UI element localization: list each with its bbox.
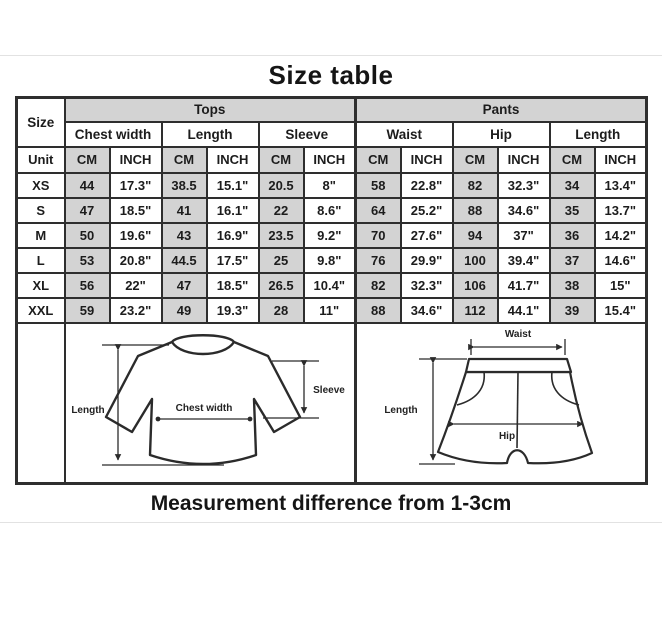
page-title: Size table <box>268 60 394 90</box>
unit-row <box>17 147 647 173</box>
table-cell: 10.4" <box>304 273 356 298</box>
table-cell: 8" <box>304 173 356 198</box>
unit-cell-cm: CM <box>453 147 498 173</box>
content-panel <box>0 55 662 523</box>
shorts-hip-label: Hip <box>498 430 516 442</box>
table-cell: 49 <box>162 298 207 323</box>
col-header-chest-width: Chest width <box>65 122 162 147</box>
table-row-xxl <box>17 298 647 323</box>
table-cell: 17.5" <box>207 248 259 273</box>
unit-cell-cm: CM <box>550 147 595 173</box>
table-cell: 34.6" <box>401 298 453 323</box>
diagram-row <box>17 323 647 484</box>
empty-cell <box>17 323 65 484</box>
table-cell: 9.8" <box>304 248 356 273</box>
size-label: M <box>17 223 65 248</box>
tops-group-header: Tops <box>65 98 356 122</box>
unit-cell-cm: CM <box>162 147 207 173</box>
shorts-length-label: Length <box>384 404 418 416</box>
table-cell: 44 <box>65 173 110 198</box>
shorts-outline <box>438 359 592 463</box>
table-cell: 38 <box>550 273 595 298</box>
table-cell: 37" <box>498 223 550 248</box>
table-cell: 34.6" <box>498 198 550 223</box>
table-cell: 32.3" <box>401 273 453 298</box>
table-cell: 36 <box>550 223 595 248</box>
table-cell: 44.5 <box>162 248 207 273</box>
table-cell: 23.5 <box>259 223 304 248</box>
table-cell: 112 <box>453 298 498 323</box>
measure-header-row <box>17 122 647 147</box>
table-cell: 94 <box>453 223 498 248</box>
table-row-m <box>17 223 647 248</box>
table-cell: 22 <box>259 198 304 223</box>
unit-cell-cm: CM <box>356 147 401 173</box>
table-cell: 88 <box>453 198 498 223</box>
table-cell: 38.5 <box>162 173 207 198</box>
table-cell: 35 <box>550 198 595 223</box>
table-cell: 29.9" <box>401 248 453 273</box>
tops-diagram-cell <box>65 323 356 484</box>
size-label: S <box>17 198 65 223</box>
table-row-l <box>17 248 647 273</box>
table-cell: 14.6" <box>595 248 647 273</box>
table-cell: 15.1" <box>207 173 259 198</box>
table-cell: 18.5" <box>110 198 162 223</box>
tshirt-length-label: Length <box>70 404 105 416</box>
table-cell: 14.2" <box>595 223 647 248</box>
table-cell: 17.3" <box>110 173 162 198</box>
shorts-waist-label: Waist <box>504 328 532 340</box>
size-label: XS <box>17 173 65 198</box>
table-cell: 44.1" <box>498 298 550 323</box>
tshirt-outline <box>106 335 300 464</box>
table-cell: 37 <box>550 248 595 273</box>
table-cell: 16.1" <box>207 198 259 223</box>
unit-cell-inch: INCH <box>110 147 162 173</box>
size-label: XXL <box>17 298 65 323</box>
size-table <box>15 96 648 485</box>
table-cell: 9.2" <box>304 223 356 248</box>
table-cell: 8.6" <box>304 198 356 223</box>
table-cell: 59 <box>65 298 110 323</box>
table-cell: 34 <box>550 173 595 198</box>
tshirt-diagram <box>66 324 356 482</box>
table-cell: 39.4" <box>498 248 550 273</box>
table-cell: 13.7" <box>595 198 647 223</box>
size-header-cell: Size <box>17 98 65 147</box>
table-cell: 82 <box>453 173 498 198</box>
col-header-sleeve: Sleeve <box>259 122 356 147</box>
table-cell: 15" <box>595 273 647 298</box>
table-cell: 76 <box>356 248 401 273</box>
table-cell: 18.5" <box>207 273 259 298</box>
unit-cell-inch: INCH <box>401 147 453 173</box>
waist-arrow <box>471 339 565 355</box>
unit-cell-cm: CM <box>65 147 110 173</box>
table-cell: 88 <box>356 298 401 323</box>
col-header-waist: Waist <box>356 122 453 147</box>
table-cell: 28 <box>259 298 304 323</box>
table-cell: 11" <box>304 298 356 323</box>
col-header-top-length: Length <box>162 122 259 147</box>
tshirt-sleeve-label: Sleeve <box>312 384 345 396</box>
table-cell: 27.6" <box>401 223 453 248</box>
pants-group-header: Pants <box>356 98 647 122</box>
table-cell: 15.4" <box>595 298 647 323</box>
table-cell: 23.2" <box>110 298 162 323</box>
table-cell: 47 <box>65 198 110 223</box>
table-cell: 70 <box>356 223 401 248</box>
table-cell: 64 <box>356 198 401 223</box>
unit-cell-cm: CM <box>259 147 304 173</box>
table-cell: 106 <box>453 273 498 298</box>
table-cell: 47 <box>162 273 207 298</box>
unit-cell-inch: INCH <box>207 147 259 173</box>
table-cell: 39 <box>550 298 595 323</box>
unit-cell-inch: INCH <box>595 147 647 173</box>
group-header-row <box>17 98 647 122</box>
table-cell: 19.3" <box>207 298 259 323</box>
size-label: L <box>17 248 65 273</box>
table-cell: 56 <box>65 273 110 298</box>
unit-cell-inch: INCH <box>304 147 356 173</box>
table-cell: 41.7" <box>498 273 550 298</box>
shorts-diagram <box>357 324 647 482</box>
table-cell: 20.8" <box>110 248 162 273</box>
table-cell: 53 <box>65 248 110 273</box>
unit-cell-inch: INCH <box>498 147 550 173</box>
table-cell: 20.5 <box>259 173 304 198</box>
table-row-xs <box>17 173 647 198</box>
table-row-s <box>17 198 647 223</box>
table-cell: 25.2" <box>401 198 453 223</box>
pants-diagram-cell <box>356 323 647 484</box>
table-cell: 41 <box>162 198 207 223</box>
table-cell: 50 <box>65 223 110 248</box>
table-cell: 25 <box>259 248 304 273</box>
col-header-pants-length: Length <box>550 122 647 147</box>
table-cell: 22" <box>110 273 162 298</box>
table-cell: 100 <box>453 248 498 273</box>
col-header-hip: Hip <box>453 122 550 147</box>
footer-note: Measurement difference from 1-3cm <box>150 491 512 515</box>
table-cell: 19.6" <box>110 223 162 248</box>
table-cell: 13.4" <box>595 173 647 198</box>
size-label: XL <box>17 273 65 298</box>
table-cell: 58 <box>356 173 401 198</box>
table-cell: 26.5 <box>259 273 304 298</box>
table-row-xl <box>17 273 647 298</box>
table-cell: 82 <box>356 273 401 298</box>
tshirt-chest-label: Chest width <box>175 402 232 414</box>
table-cell: 22.8" <box>401 173 453 198</box>
table-cell: 16.9" <box>207 223 259 248</box>
table-cell: 32.3" <box>498 173 550 198</box>
unit-header-cell: Unit <box>17 147 65 173</box>
table-cell: 43 <box>162 223 207 248</box>
